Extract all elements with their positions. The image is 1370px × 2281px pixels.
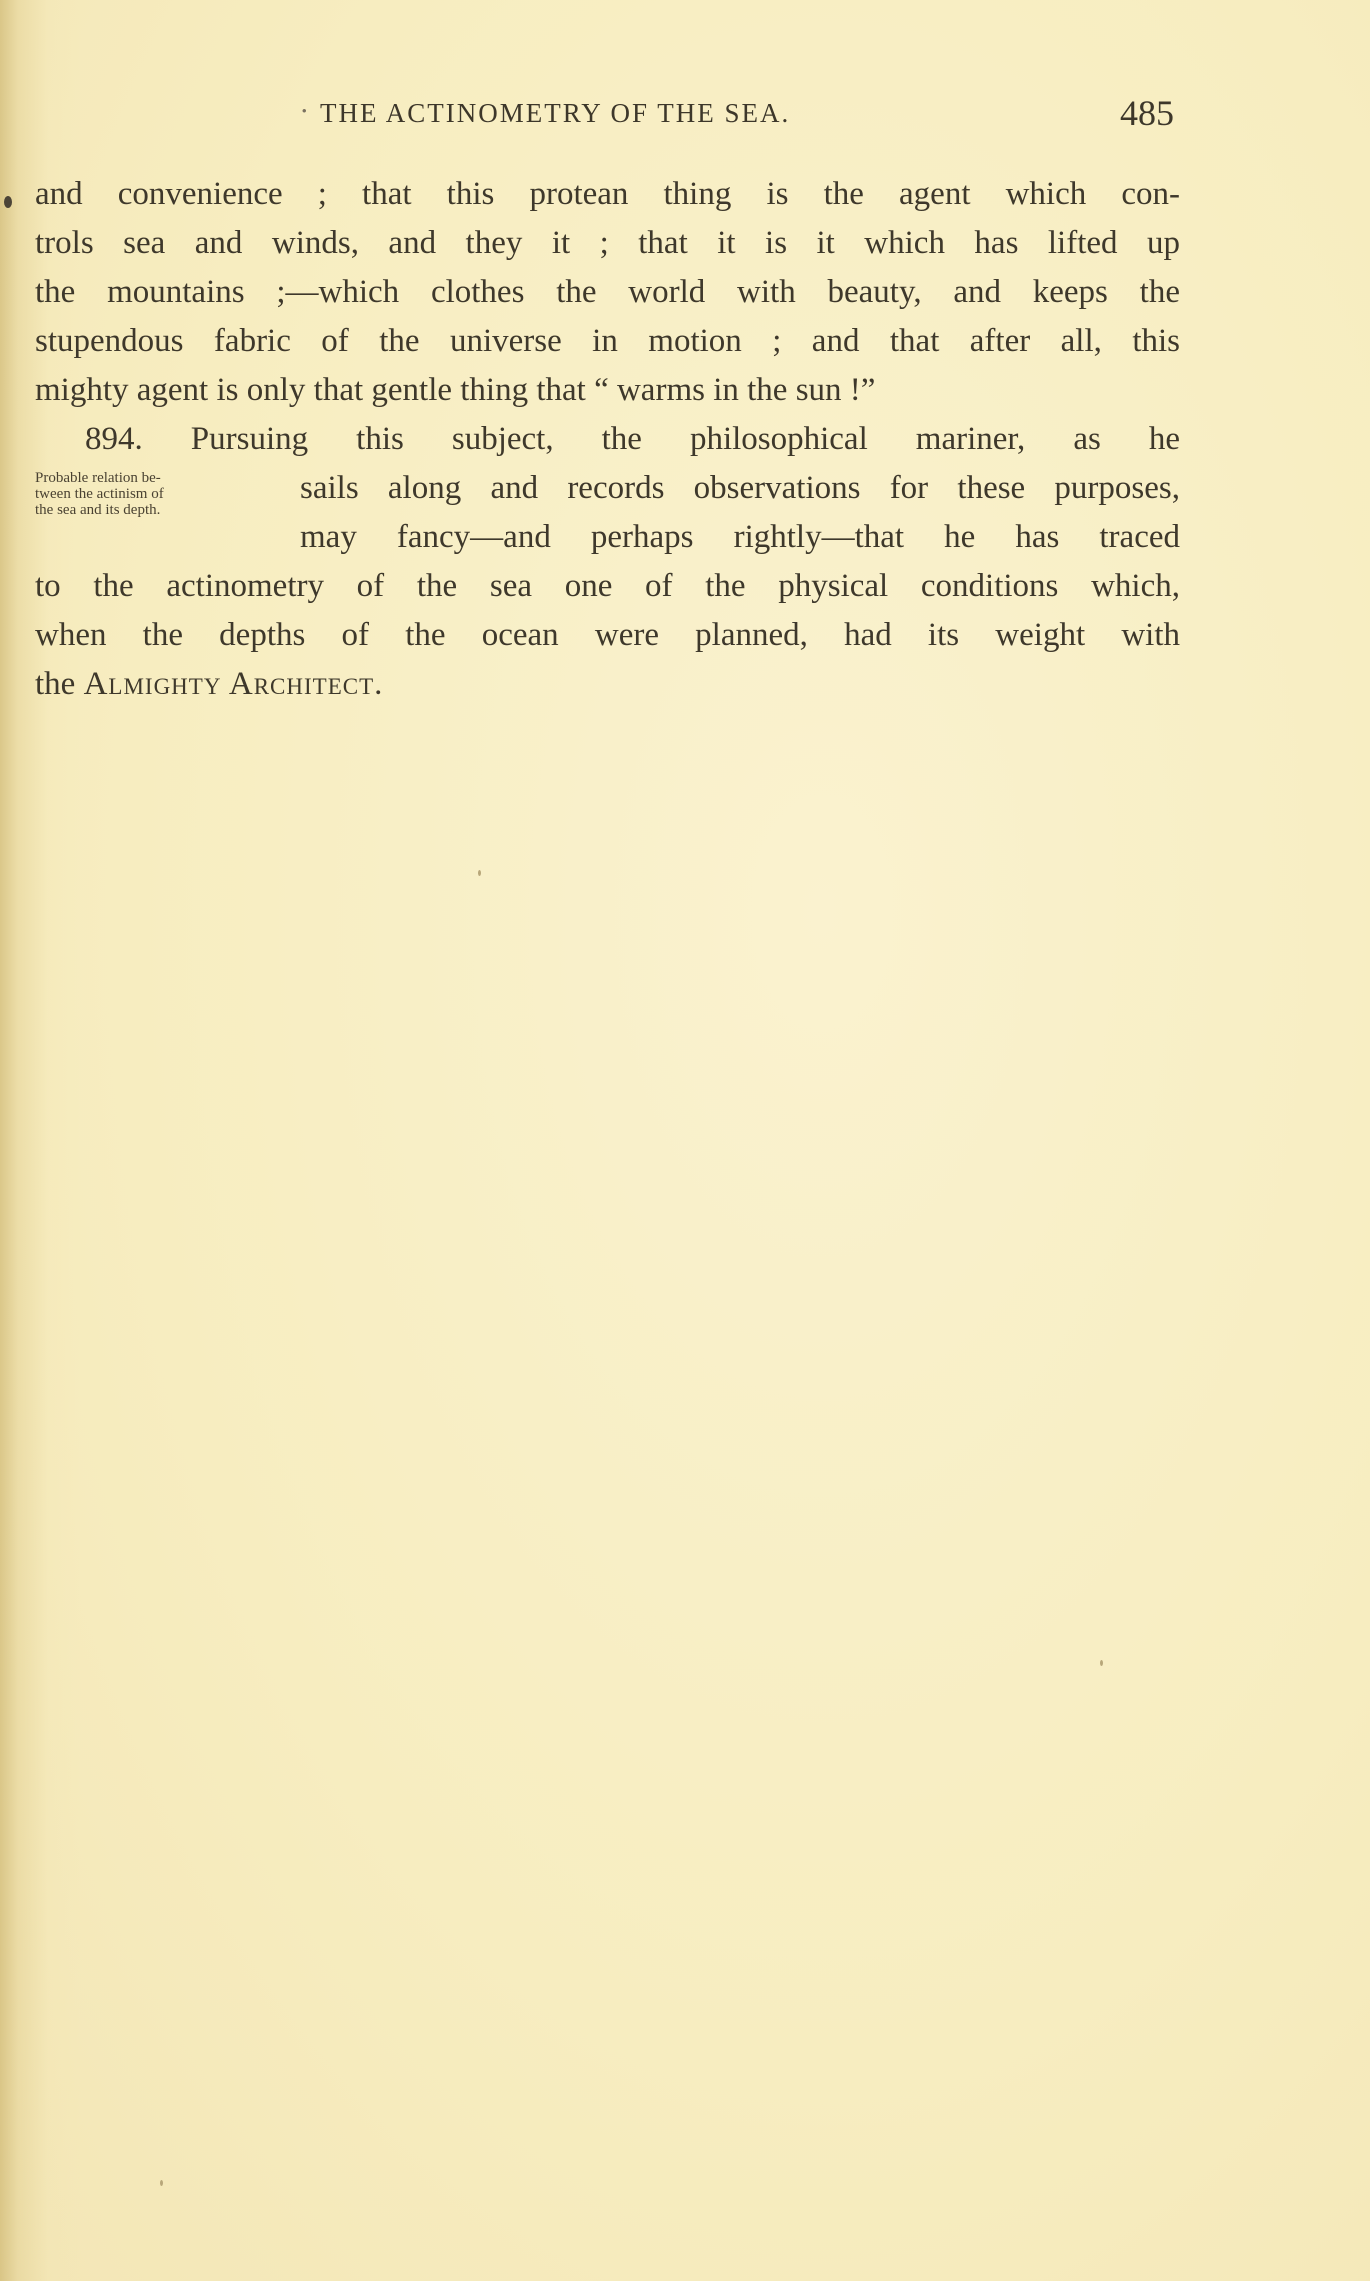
sidenote-line: Probable relation be- — [35, 470, 161, 486]
text-line: and convenience ; that this protean thing is the agent which con- — [35, 176, 1180, 212]
header-dot: · — [300, 96, 309, 127]
text-line: sails along and records observations for these purposes, — [300, 470, 1180, 506]
body-text — [35, 170, 1180, 709]
page-number: 485 — [1120, 93, 1174, 133]
paper-speck — [478, 870, 481, 876]
text-line: when the depths of the ocean were planned, had its weight with — [35, 617, 1180, 653]
text-fragment: the — [35, 666, 84, 702]
text-line: may fancy—and perhaps rightly—that he has traced — [300, 519, 1180, 555]
sidenote-line: the sea and its depth. — [35, 502, 161, 518]
paper-speck — [1100, 1660, 1103, 1666]
text-line-with-sidenote — [35, 513, 1180, 562]
paragraph-first-line: 894. Pursuing this subject, the philosophical mariner, as he — [85, 421, 1180, 457]
text-line: mighty agent is only that gentle thing that “ warms in the sun !” — [35, 372, 876, 408]
text-line: the mountains ;—which clothes the world with beauty, and keeps the — [35, 274, 1180, 310]
text-line: trols sea and winds, and they it ; that it is it which has lifted up — [35, 225, 1180, 261]
ink-speck — [4, 196, 12, 208]
page-header — [300, 92, 1190, 138]
text-line-with-sidenote — [35, 464, 1180, 518]
small-caps-phrase: Almighty Architect. — [83, 666, 384, 702]
text-line: stupendous fabric of the universe in motion ; and that after all, this — [35, 323, 1180, 359]
running-head: THE ACTINOMETRY OF THE SEA. — [320, 98, 791, 128]
paper-speck — [160, 2180, 163, 2186]
text-line-final — [35, 660, 1180, 709]
sidenote-line: tween the actinism of — [35, 486, 164, 502]
text-line: to the actinometry of the sea one of the physical conditions which, — [35, 568, 1180, 604]
margin-sidenote — [35, 470, 290, 518]
